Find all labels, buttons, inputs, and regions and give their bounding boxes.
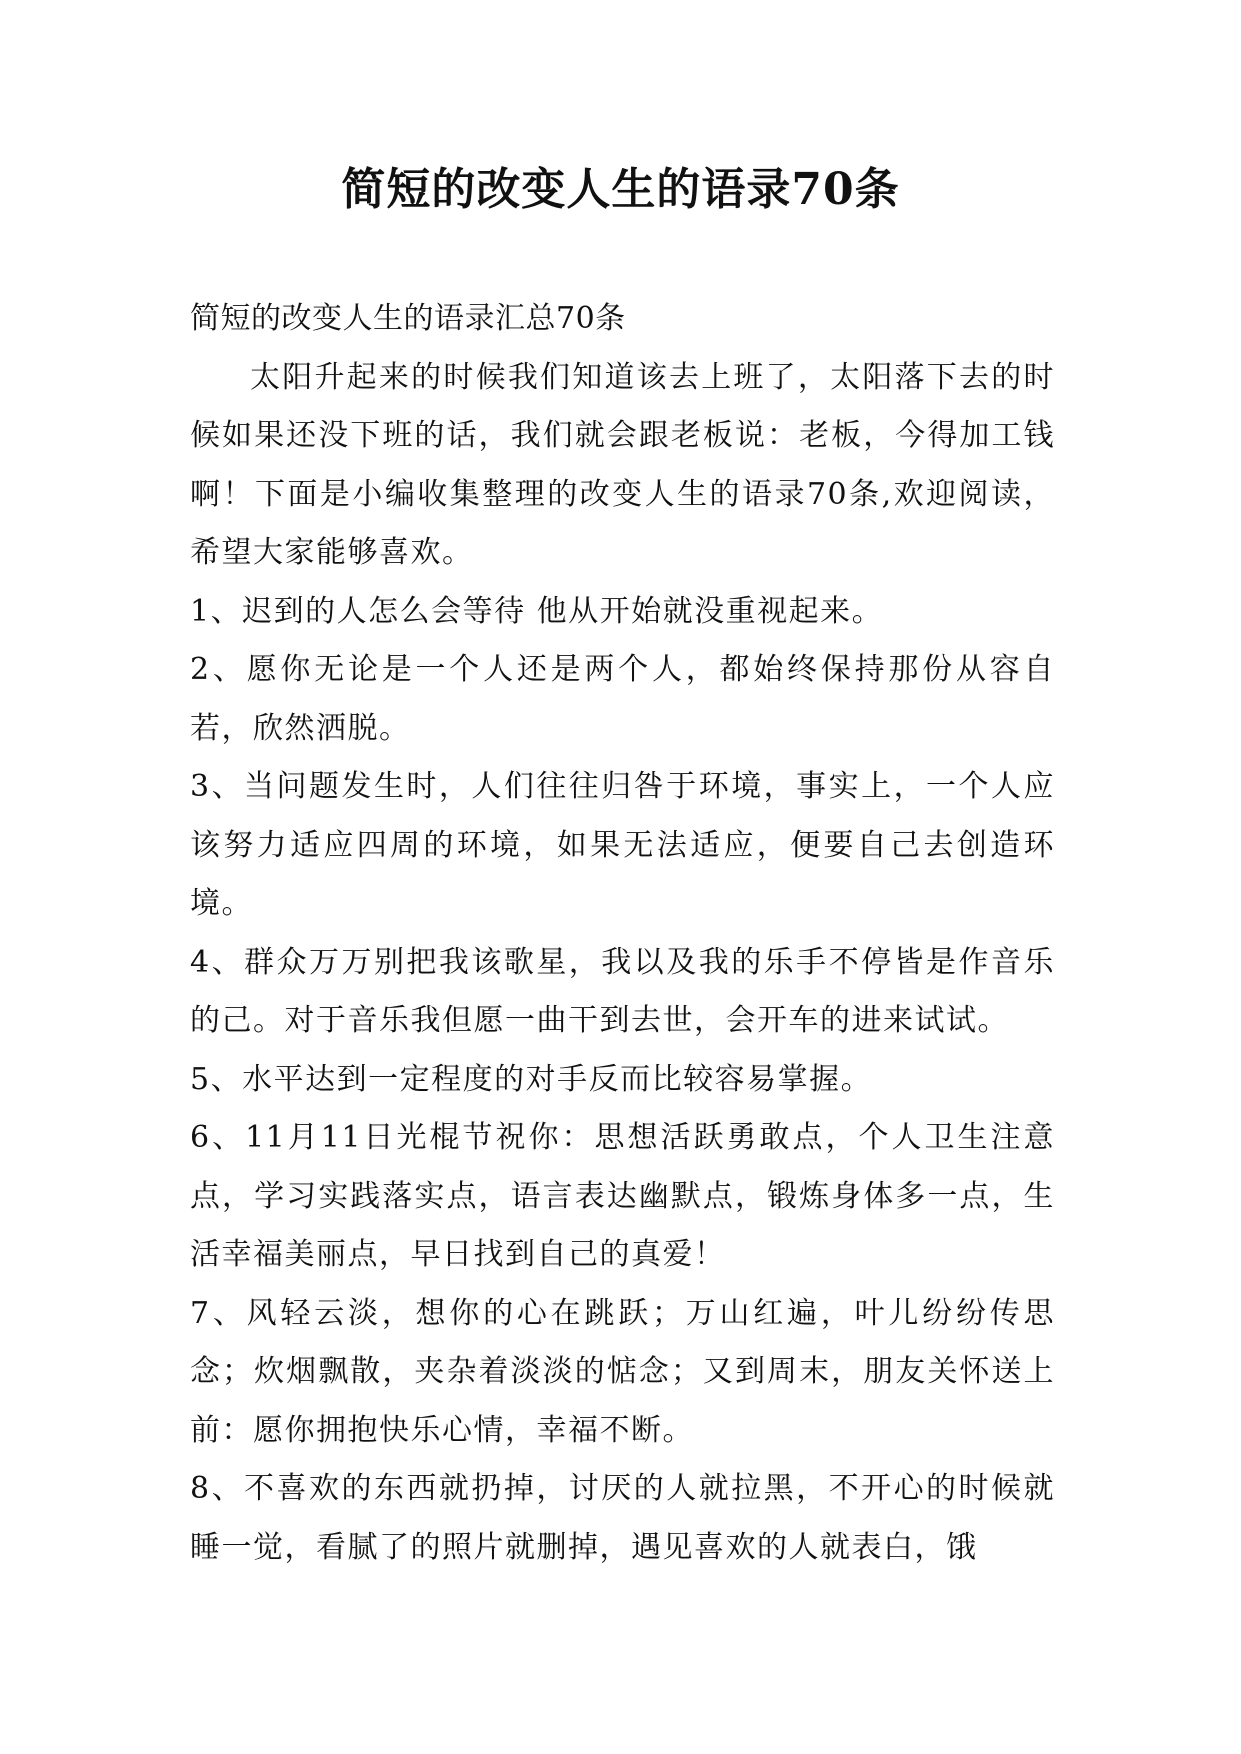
quote-item-8: 8、不喜欢的东西就扔掉，讨厌的人就拉黑，不开心的时候就睡一觉，看腻了的照片就删掉，遇见喜欢的人就表白，饿 — [190, 1471, 1055, 1565]
quote-item-5: 5、水平达到一定程度的对手反而比较容易掌握。 — [190, 1061, 873, 1097]
quote-item-6: 6、11月11日光棍节祝你：思想活跃勇敢点，个人卫生注意点，学习实践落实点，语言表达幽默点，锻炼身体多一点，生活幸福美丽点，早日找到自己的真爱！ — [190, 1120, 1055, 1272]
quote-item-2: 2、愿你无论是一个人还是两个人，都始终保持那份从容自若，欣然洒脱。 — [190, 652, 1055, 746]
document-title: 简短的改变人生的语录70条 — [341, 164, 900, 215]
document-body — [190, 290, 1055, 1577]
quote-item-7: 7、风轻云淡，想你的心在跳跃；万山红遍，叶儿纷纷传思念；炊烟飘散，夹杂着淡淡的惦念；又到周末，朋友关怀送上前：愿你拥抱快乐心情，幸福不断。 — [190, 1295, 1055, 1448]
document-subtitle: 简短的改变人生的语录汇总70条 — [190, 301, 626, 336]
intro-paragraph: 太阳升起来的时候我们知道该去上班了，太阳落下去的时候如果还没下班的话，我们就会跟老板说：老板，今得加工钱啊！下面是小编收集整理的改变人生的语录70条,欢迎阅读，希望大家能够喜欢。 — [190, 359, 1055, 570]
quote-item-3: 3、当问题发生时，人们往往归咎于环境，事实上，一个人应该努力适应四周的环境，如果无法适应，便要自己去创造环境。 — [190, 769, 1055, 921]
quote-item-1: 1、迟到的人怎么会等待 他从开始就没重视起来。 — [190, 593, 884, 629]
quote-item-4: 4、群众万万别把我该歌星，我以及我的乐手不停皆是作音乐的己。对于音乐我但愿一曲干到去世，会开车的进来试试。 — [190, 944, 1055, 1038]
